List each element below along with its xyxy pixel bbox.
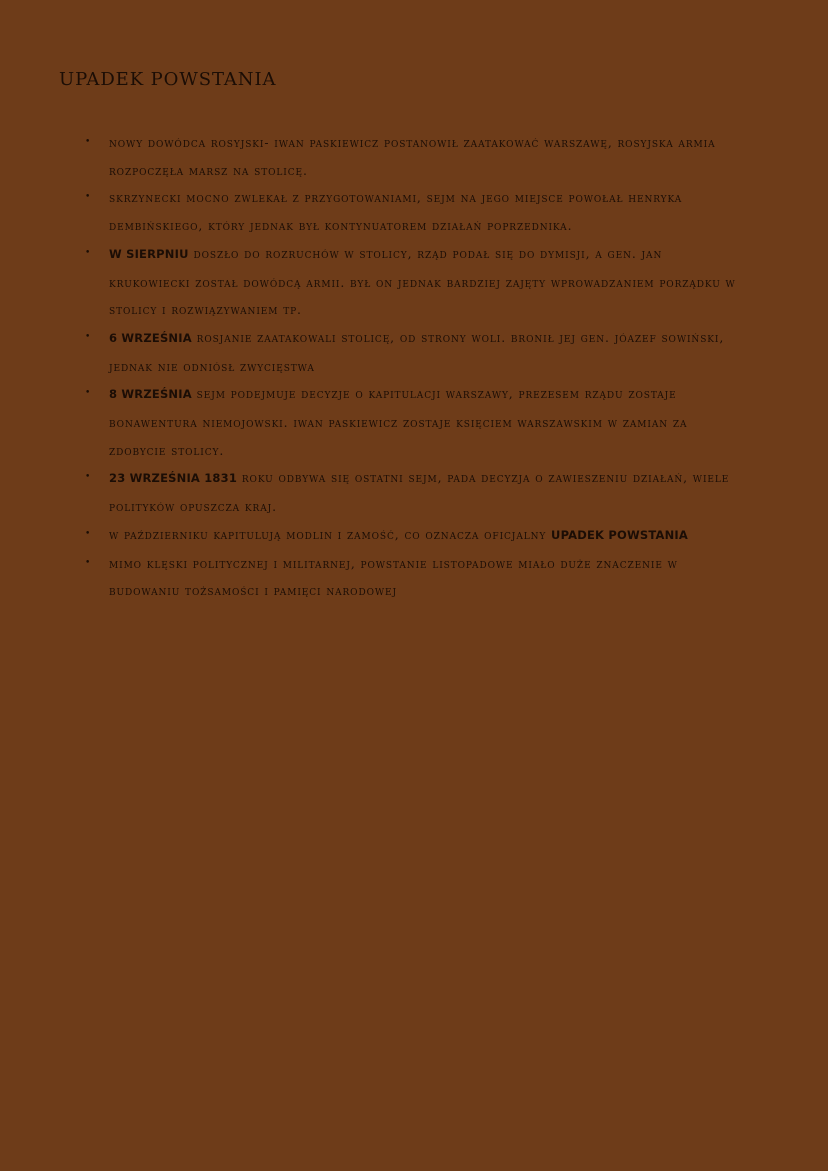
- body-text: mimo klęski politycznej i militarnej, powstanie listopadowe miało duże znaczenie w budowaniu tożsamości i pamięci narodowej: [109, 555, 678, 599]
- bullet-icon: •: [85, 247, 92, 258]
- list-item: [85, 380, 745, 464]
- body-text: sejm podejmuje decyzje o kapitulacji warszawy, prezesem rządu zostaje bonawentura niemojowski. iwan paskiewicz zostaje księciem warszawskim w zamian za zdobycie stolicy.: [109, 386, 688, 458]
- bold-text: 8 WRZEŚNIA: [109, 387, 192, 402]
- bullet-icon: •: [85, 472, 92, 483]
- bullet-icon: •: [85, 192, 92, 203]
- bullet-icon: •: [85, 388, 92, 399]
- bold-text: UPADEK POWSTANIA: [551, 527, 689, 542]
- body-text: roku odbywa się ostatni sejm, pada decyzja o zawieszeniu działań, wiele polityków opuszcza kraj.: [109, 470, 730, 515]
- body-text: doszło do rozruchów w stolicy, rząd podał się do dymisji, a gen. jan krukowiecki został dowódcą armii. był on jednak bardziej zajęty wprowadzaniem porządku w stolicy i rozwiązywaniem tp.: [109, 245, 736, 318]
- bold-text: 6 WRZEŚNIA: [109, 330, 192, 345]
- body-text: w październiku kapitulują modlin i zamość, co oznacza oficjalny: [109, 526, 552, 542]
- list-item: [85, 129, 745, 184]
- bullet-icon: •: [85, 331, 92, 342]
- body-text: skrzynecki mocno zwlekał z przygotowaniami, sejm na jego miejsce powołał henryka dembińskiego, który jednak był kontynuatorem działań poprzednika.: [109, 190, 683, 234]
- list-item: [85, 184, 745, 239]
- bullet-icon: •: [85, 528, 92, 539]
- bold-text: W SIERPNIU: [109, 246, 189, 261]
- bold-text: 23 WRZEŚNIA 1831: [109, 471, 238, 486]
- bullet-icon: •: [85, 557, 92, 568]
- body-text: rosjanie zaatakowali stolicę, od strony woli. bronił jej gen. jóazef sowiński, jednak nie odniósł zwycięstwa: [109, 329, 725, 374]
- page-title: UPADEK POWSTANIA: [59, 69, 277, 90]
- list-item: [85, 521, 745, 550]
- bullet-icon: •: [85, 137, 92, 147]
- body-text: nowy dowódca rosyjski- iwan paskiewicz postanowił zaatakować warszawę, rosyjska armia rozpoczęła marsz na stolicę.: [109, 135, 716, 178]
- list-item: [85, 240, 745, 324]
- list-item: [85, 324, 745, 380]
- list-item: [85, 550, 745, 605]
- list-item: [85, 464, 745, 520]
- bullet-list: [85, 129, 745, 605]
